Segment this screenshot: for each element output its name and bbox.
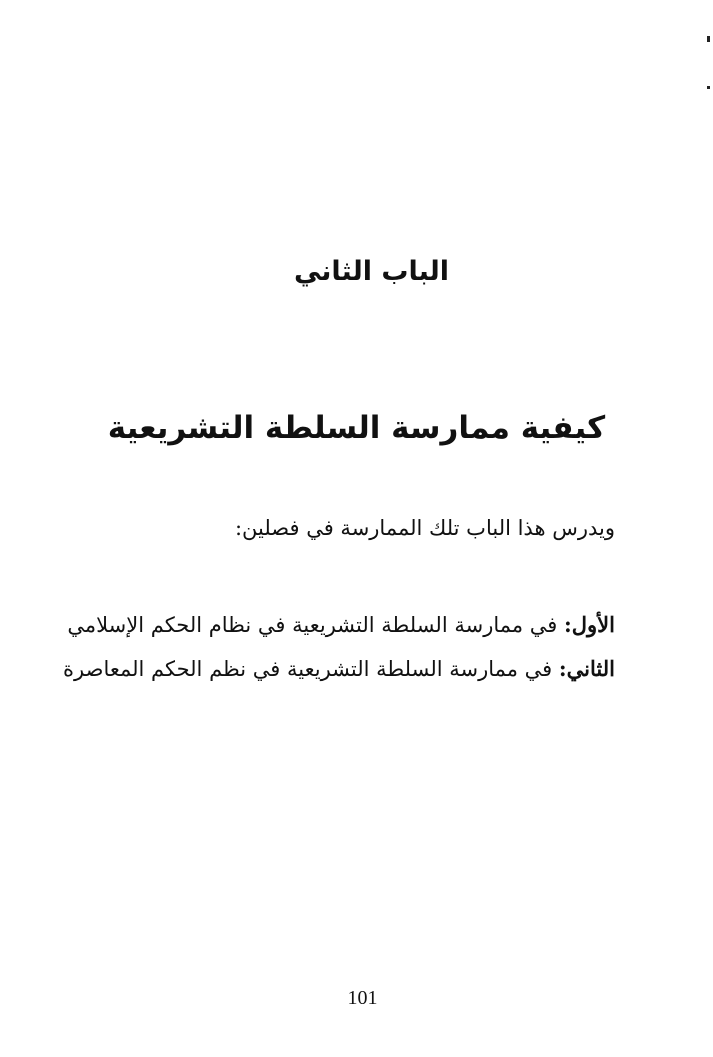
main-title: كيفية ممارسة السلطة التشريعية (107, 410, 606, 446)
chapter-list (63, 603, 615, 691)
scan-edge-mark (707, 86, 710, 89)
chapter-ordinal: الأول: (564, 612, 615, 637)
intro-paragraph: ويدرس هذا الباب تلك الممارسة في فصلين: (234, 516, 615, 540)
page-number: 101 (347, 987, 378, 1009)
chapter-text: في ممارسة السلطة التشريعية في نظام الحكم الإسلامي (67, 613, 558, 637)
chapter-ordinal: الثاني: (558, 656, 615, 681)
chapter-item-1 (67, 603, 615, 647)
part-title: الباب الثاني (293, 256, 450, 287)
scan-edge-mark (707, 36, 710, 42)
chapter-item-2 (63, 647, 615, 691)
chapter-text: في ممارسة السلطة التشريعية في نظم الحكم المعاصرة (63, 657, 553, 681)
